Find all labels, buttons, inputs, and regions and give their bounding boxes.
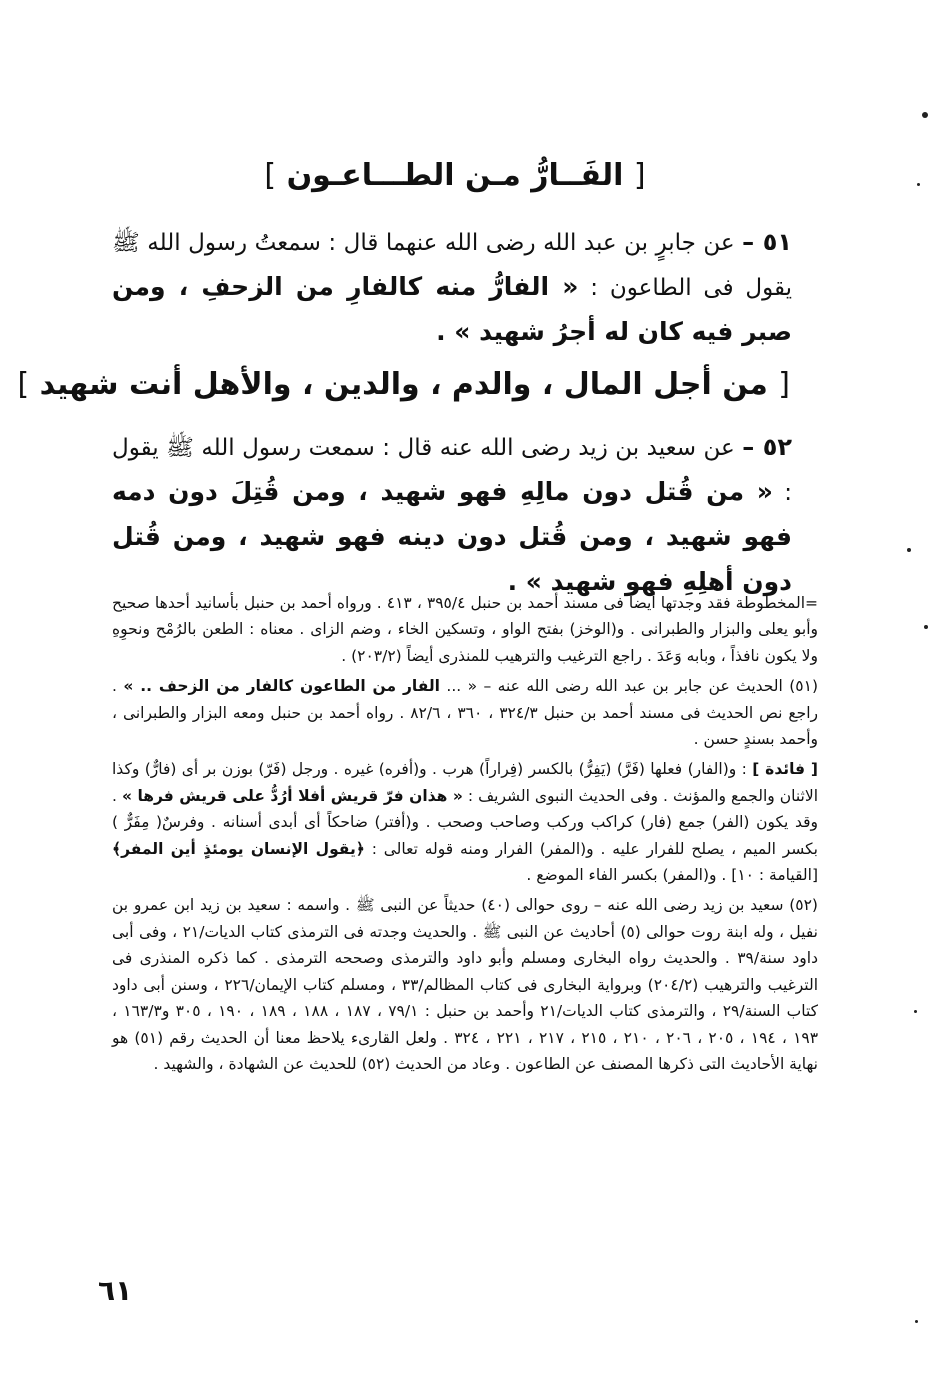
- heading-close-bracket: ]: [17, 367, 30, 402]
- footnotes: [112, 590, 818, 1081]
- heading-open-bracket: [: [633, 158, 646, 193]
- hadith-quote: « من قُتل دون مالِهِ فهو شهيد ، ومن قُتِلَ دون دمه فهو شهيد ، ومن قُتل دون دينه فهو شهيد ، ومن قُتل دون أهلِهِ فهو شهيد » .: [112, 477, 792, 596]
- hadith-number: ٥٢ –: [742, 433, 793, 461]
- heading-title: من أجل المال ، والدم ، والدين ، والأهل أنت شهيد: [39, 367, 768, 402]
- scan-speck: [907, 548, 911, 552]
- hadith-intro: عن سعيد بن زيد رضى الله عنه قال : سمعت رسول الله ﷺ يقول :: [112, 435, 792, 506]
- scan-speck: [915, 1320, 918, 1323]
- scan-speck: [917, 183, 920, 186]
- footnote-51-rest: . راجع نص الحديث فى مسند أحمد بن حنبل ٣٢٤/٣ ، ٣٦٠ ، ٨٢/٦ . رواه أحمد بن حنبل ومعه البزار والطبرانى ، وأحمد بسندٍ حسن .: [112, 677, 819, 749]
- heading-title: الفَــارُّ مـن الطـــاعـون: [286, 158, 624, 193]
- benefit-text: . وقد يكون (الفر) جمع (فار) كراكب وركب وصاحب وصحب . و(أفتر) ضاحكاً أى أبدى أسنانه . وفرسٌ( مِفَرٌّ ) بكسر الميم ، يصلح للفرار عليه . و(المفر) الفرار ومنه قوله تعالى :: [112, 786, 818, 858]
- benefit-text: : و(الفار) فعلها (فَرَّ) (يَفِرُّ) بالكسر (فِراراً) هرب . و(أفره) غيره . ورجل (فَرّ) بوزن بر أى (فارٌّ) وكذا الاثنان والجمع والمؤنث . وفى الحديث النبوى الشريف :: [112, 760, 819, 805]
- hadith-number: ٥١ –: [742, 228, 793, 256]
- section-heading-plague: [120, 158, 790, 193]
- scan-speck: [924, 625, 928, 629]
- hadith-51: [112, 220, 792, 355]
- footnote-51-quote: الفار من الطاعون كالفار من الزحف .. »: [123, 677, 440, 696]
- scan-speck: [922, 112, 928, 118]
- heading-open-bracket: [: [778, 367, 790, 402]
- heading-close-bracket: ]: [264, 158, 277, 193]
- benefit-hadith-quote: « هذان فرّ قريش أفلا أرُدُّ على قريش فرها »: [121, 786, 463, 805]
- hadith-52: [112, 425, 792, 605]
- page-number: ٦١: [98, 1274, 133, 1307]
- hadith-quote: « الفارُّ منه كالفارِ من الزحفِ ، ومن صبر فيه كان له أجرُ شهيد » .: [112, 272, 792, 346]
- footnote-52: (٥٢) سعيد بن زيد رضى الله عنه – روى حوالى (٤٠) حديثاً عن النبى ﷺ . واسمه : سعيد بن زيد ابن عمرو بن نفيل ، وله ابنة روت حوالى (٥) أحاديث عن النبى ﷺ . والحديث وجدته فى الترمذى كتاب الديات/٢١ ، وفى أبى داود سنة/٣٩ . والحديث رواه البخارى ومسلم وأبو داود والترمذى وصححه الترمذى . كما ذكره المنذرى فى الترغيب والترهيب (٢٠٤/٢) وبرواية البخارى فى كتاب المظالم/٣٣ ، ومسلم كتاب الإيمان/٢٢٦ ، وسنن أبى داود كتاب السنة/٢٩ ، والترمذى كتاب الديات/٢١ وأحمد بن حنبل : ٧٩/١ ، ١٨٧ ، ١٨٨ ، ١٨٩ ، ١٩٠ ، ٣٠٥ و١٦٣/٣ ، ١٩٣ ، ١٩٤ ، ٢٠٥ ، ٢٠٦ ، ٢١٠ ، ٢١٥ ، ٢١٧ ، ٢٢١ ، ٣٢٤ . ولعل القارىء يلاحظ معنا أن الحديث رقم (٥١) هو نهاية الأحاديث التى ذكرها المصنف عن الطاعون . وعاد من الحديث (٥٢) للحديث عن الشهادة ، والشهيد .: [112, 896, 819, 1073]
- hadith-intro: عن جابرٍ بن عبد الله رضى الله عنهما قال : سمعتُ رسول الله ﷺ يقول فى الطاعون :: [112, 230, 793, 301]
- benefit-label: [ فائدة ]: [752, 760, 819, 779]
- section-heading-martyr: [17, 367, 790, 402]
- footnote-continuation: =المخطوطة فقد وجدتها أيضاً فى مسند أحمد بن حنبل ٣٩٥/٤ ، ٤١٣ . ورواه أحمد بن حنبل بأسانيد أحدها صحيح وأبو يعلى والبزار والطبرانى . و(الوخز) بفتح الواو ، وتسكين الخاء ، وضم الزاى . معناه : الطعن بالرُمْح ونحوِهِ ولا يكون نافذاً ، وبابه وَعَدَ . راجع الترغيب والترهيب للمنذرى أيضاً (٢٠٣/٢) .: [112, 594, 818, 665]
- footnote-benefit: [112, 756, 818, 888]
- benefit-quran-quote: ﴿يقول الإنسان يومئذٍ أين المفر﴾: [112, 839, 365, 858]
- scan-speck: [914, 1010, 917, 1013]
- benefit-text: [القيامة : ١٠] . و(المفر) بكسر الفاء الموضع .: [526, 866, 818, 885]
- footnote-51: [112, 673, 818, 752]
- footnote-51-lead: (٥١) الحديث عن جابر بن عبد الله رضى الله عنه – « ...: [440, 677, 819, 696]
